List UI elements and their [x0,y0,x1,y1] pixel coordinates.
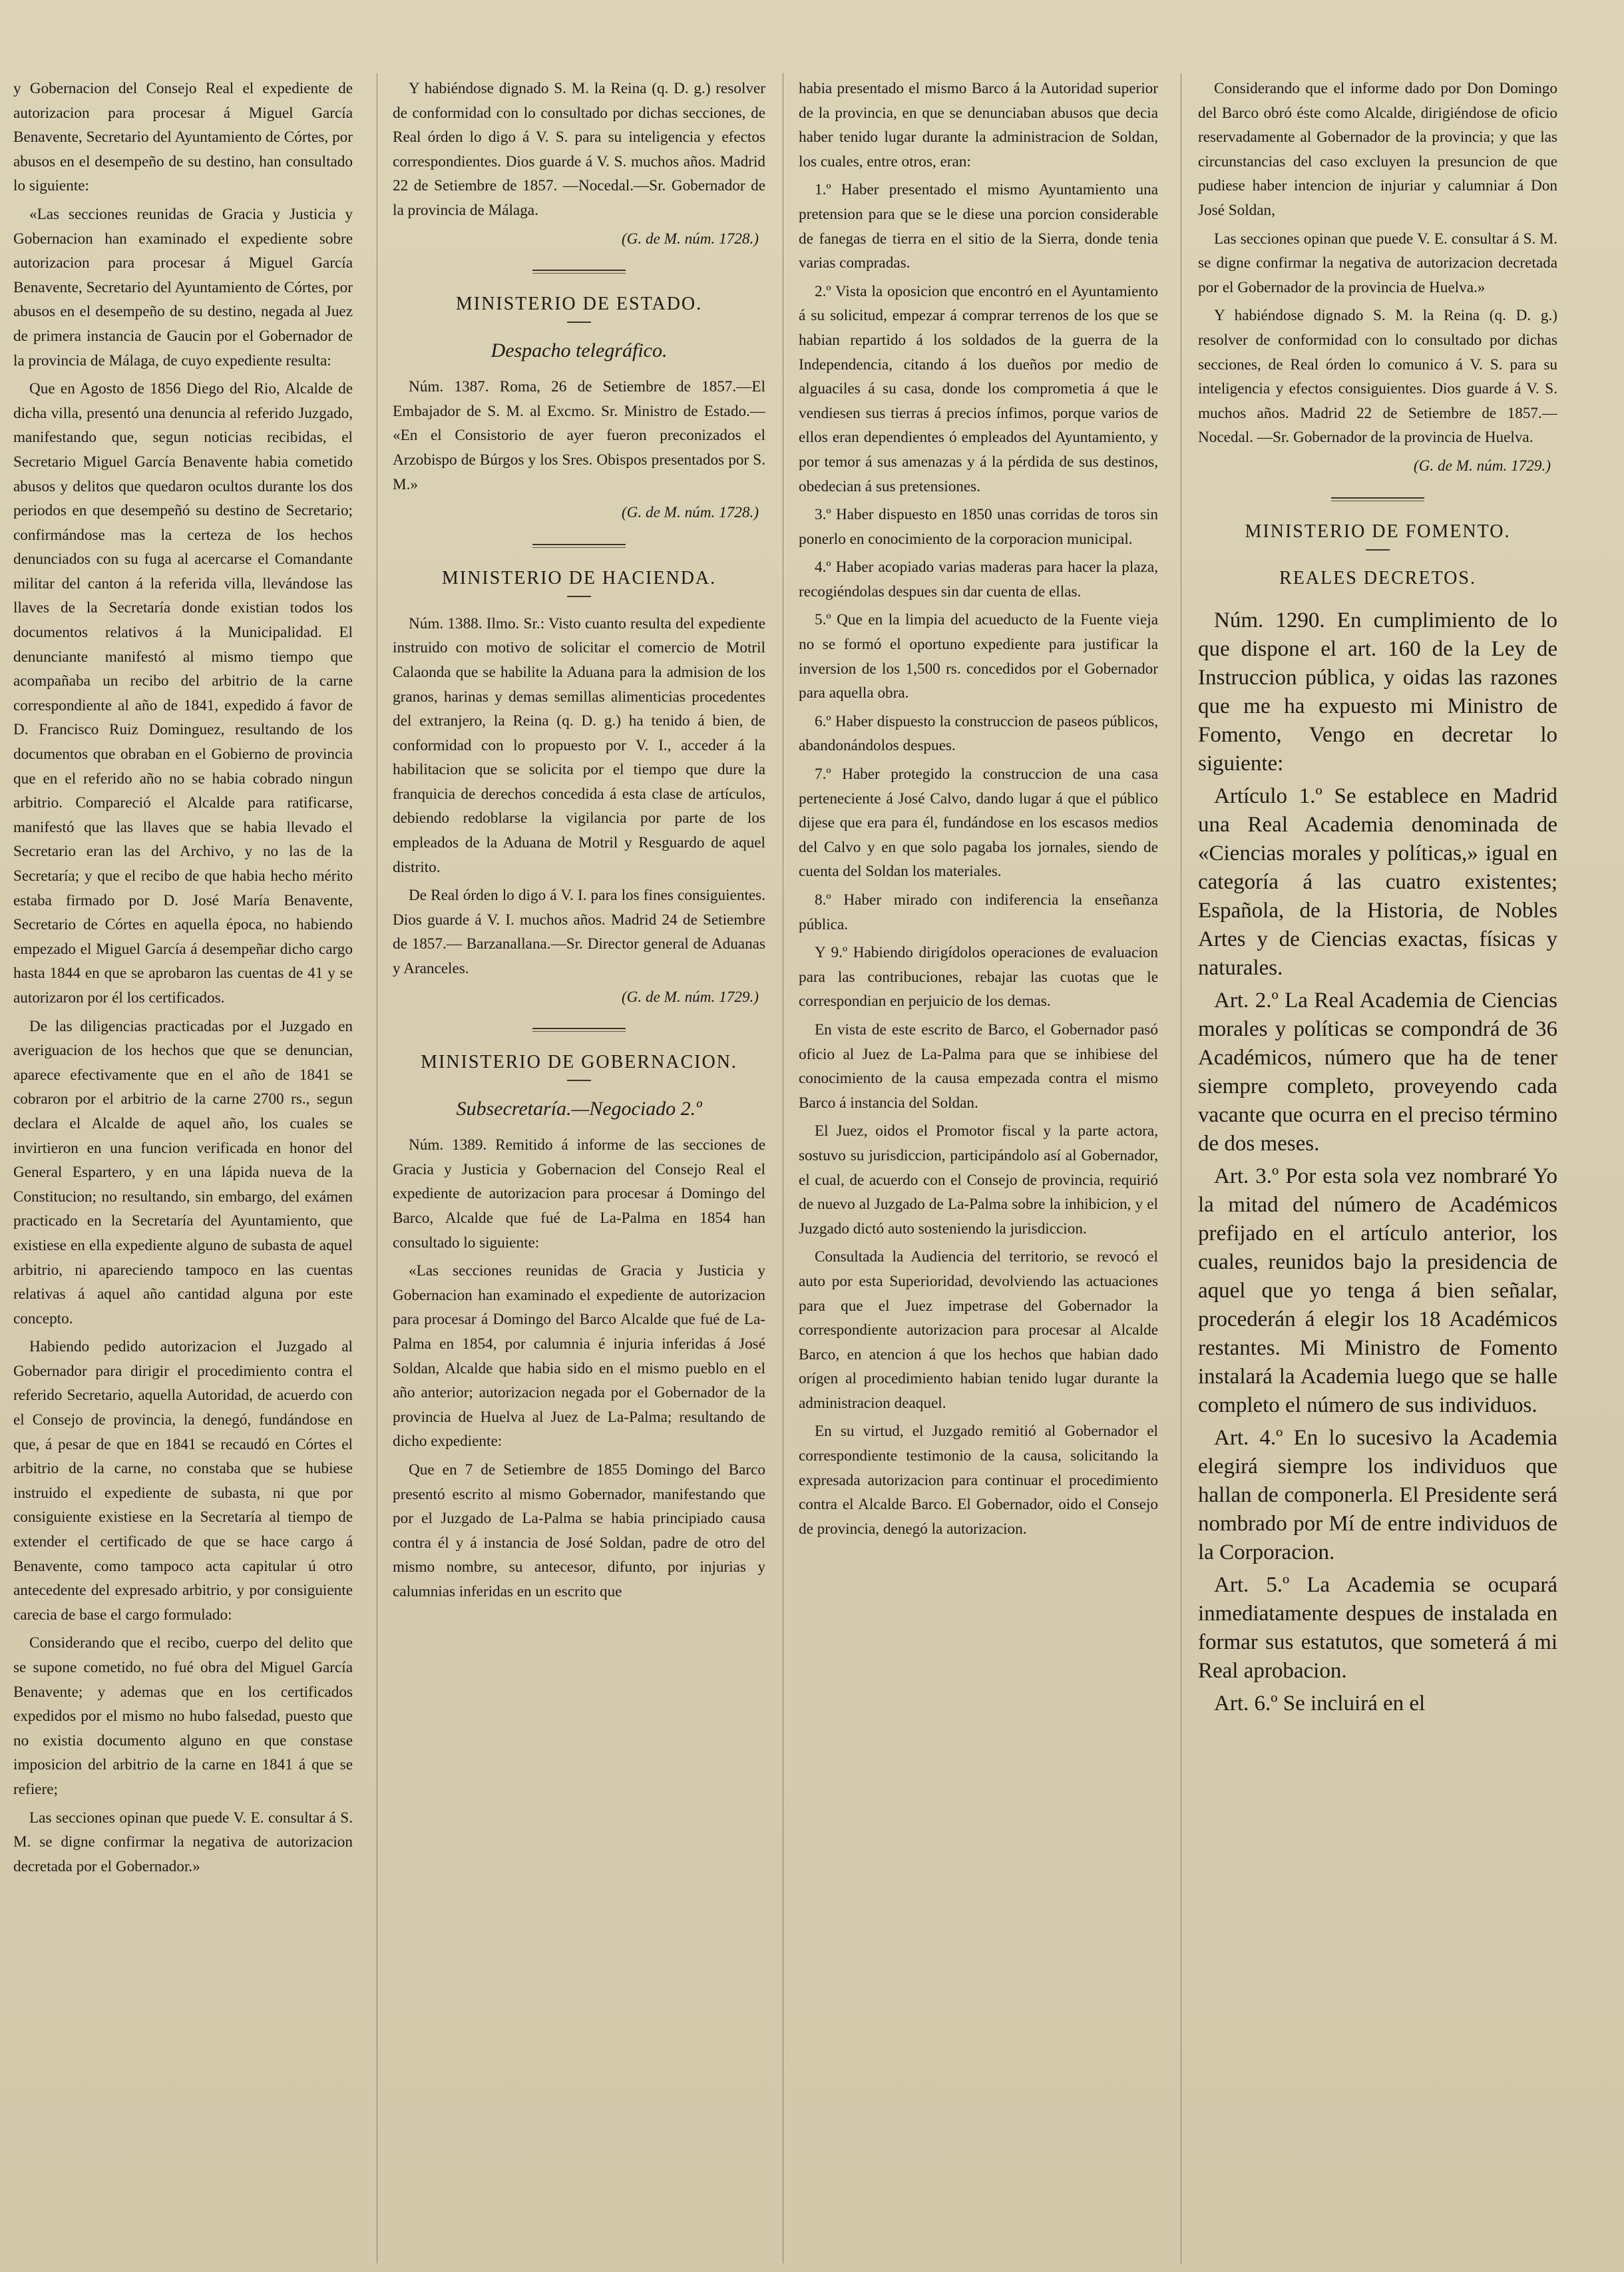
decree-article: Art. 6.º Se incluirá en el [1214,1691,1426,1715]
paragraph: En vista de este escrito de Barco, el Gobernador pasó oficio al Juez de La-Palma para que se inhibiese del conocimiento de la causa empezada contra el mismo Barco á instancia del Soldan. [799,1021,1158,1112]
paragraph: Núm. 1387. Roma, 26 de Setiembre de 1857.—El Embajador de S. M. al Excmo. Sr. Ministro de Estado.— «En el Consistorio de ayer fueron preconizados el Arzobispo de Búrgos y los Sres. Obispos presentados por S. M.» [393,378,765,493]
paragraph: Núm. 1388. Ilmo. Sr.: Visto cuanto resulta del expediente instruido con motivo de solicitar el comercio de Motril Calaonda que se habilite la Aduana para la admision de los granos, harinas y demas semillas alimenticias procedentes del extranjero, la Reina (q. D. g.) ha tenido á bien, de conformidad con lo propuesto por V. I., acceder á la habilitacion que se solicita por el tiempo que dure la franquicia de derechos concedida á esta clase de artículos, debiendo redoblarse la vigilancia por parte de los empleados de la Aduana de Motril y Resguardo de aquel distrito. [393,614,765,876]
paragraph: Que en 7 de Setiembre de 1855 Domingo del Barco presentó escrito al mismo Gobernador, manifestando que por el Juzgado de La-Palma se habia principiado causa contra él y á instancia de José Soldan, padre de otro del mismo nombre, su antecesor, difunto, por injurias y calumnias inferidas en un escrito que [393,1461,765,1600]
section-separator [532,270,626,274]
gazette-reference: (G. de M. núm. 1729.) [1413,457,1551,475]
paragraph: Las secciones opinan que puede V. E. consultar á S. M. se digne confirmar la negativa de autorizacion decretada por el Gobernador de la provincia de Huelva.» [1198,230,1557,296]
gazette-reference: (G. de M. núm. 1728.) [621,504,759,522]
list-item: 8.º Haber mirado con indiferencia la enseñanza pública. [799,891,1158,933]
heading-dash [567,596,591,597]
list-item: 5.º Que en la limpia del acueducto de la Fuente vieja no se formó el oportuno expediente para justificar la inversion de los 1,500 rs. concedidos por el Gobernador para aquella obra. [799,611,1158,702]
paragraph: De las diligencias practicadas por el Juzgado en averiguacion de los hechos que que se denuncian, aparece efectivamente que en el año de 1841 se cobraron por el arbitrio de la carne 2700 rs., segun declara el Alcalde de aquel año, los cuales se invirtieron en una funcion verificada en honor del General Espartero, y en una lápida nueva de la Constitucion; no resultando, sin embargo, del exámen practicado en la Secretaría del Ayuntamiento, que existiese en ella expediente alguno de subasta de aquel arbitrio, ni apareciendo tampoco en las cuentas relativas á aquel año cantidad alguna por este concepto. [13,1017,353,1327]
heading-dash [567,322,591,323]
paragraph: Las secciones opinan que puede V. E. consultar á S. M. se digne confirmar la negativa de autorizacion decretada por el Gobernador.» [13,1809,353,1875]
decree-article: Artículo 1.º Se establece en Madrid una Real Academia denominada de «Ciencias morales y políticas,» igual en categoría á las cuatro existentes; Española, de la Historia, de Nobles Artes y de Ciencias exactas, físicas y naturales. [1198,784,1557,980]
list-item: 2.º Vista la oposicion que encontró en el Ayuntamiento á su solicitud, empezar á comprar terrenos de los que se habian repartido á los soldados de la guerra de la Independencia, citando á los dueños por medio de alguaciles á su casa, donde los comprometia á que le vendiesen sus tierras á precios ínfimos, porque varios de ellos eran dependientes ó empleados del Ayuntamiento, y por temor á sus amenazas y á la pérdida de sus destinos, obedecian á sus pretensiones. [799,282,1158,495]
section-heading: MINISTERIO DE ESTADO. [455,294,703,315]
section-separator [1331,497,1424,501]
list-item: Y 9.º Habiendo dirigídolos operaciones de evaluacion para las contribuciones, rebajar las cuotas que le correspondian en perjuicio de los demas. [799,944,1158,1011]
gazette-reference: (G. de M. núm. 1729.) [621,988,759,1006]
paragraph: y Gobernacion del Consejo Real el expediente de autorizacion para procesar á Miguel García Benavente, Secretario del Ayuntamiento de Córtes, por abusos en el desempeño de su destino, han consultado lo siguiente: [13,80,353,195]
column-2 [393,77,765,2260]
gazette-reference: (G. de M. núm. 1728.) [621,230,759,248]
list-item: 4.º Haber acopiado varias maderas para hacer la plaza, recogiéndolas despues sin dar cuenta de ellas. [799,559,1158,600]
section-heading: MINISTERIO DE GOBERNACION. [421,1052,737,1073]
paragraph: habia presentado el mismo Barco á la Autoridad superior de la provincia, en que se denunciaban abusos que decia haber tenido lugar durante la administracion de Soldan, los cuales, entre otros, eran: [799,80,1158,170]
heading-dash [567,1080,591,1081]
heading-dash [1366,549,1390,551]
paragraph: Núm. 1389. Remitido á informe de las secciones de Gracia y Justicia y Gobernacion del Consejo Real el expediente de autorizacion para procesar á Domingo del Barco, Alcalde que fué de La-Palma en 1854 han consultado lo siguiente: [393,1136,765,1251]
paragraph: «Las secciones reunidas de Gracia y Justicia y Gobernacion han examinado el expediente sobre autorizacion para procesar á Miguel García Benavente, Secretario del Ayuntamiento de Córtes, por abusos en el desempeño de su destino, negada al Juez de primera instancia de Gaucin por el Gobernador de la provincia de Málaga, de cuyo expediente resulta: [13,205,353,369]
section-subheading: Despacho telegráfico. [491,340,668,362]
paragraph: Que en Agosto de 1856 Diego del Rio, Alcalde de dicha villa, presentó una denuncia al referido Juzgado, manifestando que, segun noticias recibidas, el Secretario Miguel García Benavente habia cometido abusos y delitos que quedaron ocultos durante los dos periodos en que desempeñó su destino de Secretario; confirmándose mas la certeza de los hechos denunciados con su fuga al acercarse el Comandante militar del canton á la referida villa, llevándose las llaves de la Secretaría donde existian todos los documentos relativos á la Municipalidad. El denunciante manifestó al mismo tiempo que acompañaba un recibo del arbitrio de la carne correspondiente al año de 1841, expedido á favor de D. Francisco Ruiz Dominguez, resultando de los documentos que obraban en el Gobierno de provincia que en el referido año no se habia cobrado ningun arbitrio. Compareció el Alcalde para ratificarse, manifestó que las llaves que se habia llevado el Secretario eran las del Archivo, y no las de la Secretaría; y que el recibo de que habia hecho mérito estaba firmado por D. José María Benavente, Secretario de Córtes en aquella época, no habiendo empezado el Miguel García á desempeñar dicho cargo hasta 1844 en que se aprobaron las cuentas de 41 y se autorizaron por él los certificados. [13,380,353,1007]
paragraph: Consultada la Audiencia del territorio, se revocó el auto por esta Superioridad, devolviendo las actuaciones para que el Juez impetrase del Gobernador la correspondiente autorizacion para procesar al Alcalde Barco, en atencion á que los hechos que habian dado orígen al procedimiento habian tenido lugar durante la administracion deaquel. [799,1248,1158,1412]
paragraph: Considerando que el informe dado por Don Domingo del Barco obró éste como Alcalde, dirigiéndose de oficio reservadamente al Gobernador de la provincia; y que las circunstancias del caso excluyen la presuncion de que pudiese haber intencion de injuriar y calumniar á Don José Soldan, [1198,80,1557,219]
column-1 [13,77,353,2260]
paragraph: Habiendo pedido autorizacion el Juzgado al Gobernador para dirigir el procedimiento contra el referido Secretario, aquella Autoridad, de acuerdo con el Consejo de provincia, la denegó, fundándose en que, á pesar de que en 1841 se recaudó en Córtes el arbitrio de la carne, no constaba que se hubiese instruido el expediente de subasta, ni que por consiguiente existiese en la Secretaría al tiempo de extender el certificado de que se hace cargo á Benavente, como tampoco acta capitular ú otro antecedente del expresado arbitrio, y por consiguiente carecia de base el cargo formulado: [13,1338,353,1624]
paragraph: Y habiéndose dignado S. M. la Reina (q. D. g.) resolver de conformidad con lo consultado por dichas secciones, de Real órden lo comunico á V. S. para su inteligencia y efectos consiguientes. Dios guarde á V. S. muchos años. Madrid 22 de Setiembre de 1857.—Nocedal. —Sr. Gobernador de la provincia de Huelva. [1198,307,1557,447]
section-separator [532,544,626,548]
paragraph: «Las secciones reunidas de Gracia y Justicia y Gobernacion han examinado el expediente de autorizacion para procesar á Domingo del Barco Alcalde que fué de La-Palma en 1854, por calumnia é injuria inferidas á José Soldan, Alcalde que habia sido en el mismo pueblo en el año anterior; autorizacion negada por el Gobernador de la provincia de Huelva al Juez de La-Palma; resultando de dicho expediente: [393,1262,765,1451]
decree-article: Art. 4.º En lo sucesivo la Academia elegirá siempre los individuos que hallan de componerla. El Presidente será nombrado por Mí de entre individuos de la Corporacion. [1198,1425,1557,1564]
decree-paragraph: Núm. 1290. En cumplimiento de lo que dispone el art. 160 de la Ley de Instruccion pública, y oidas las razones que me ha expuesto mi Ministro de Fomento, Vengo en decretar lo siguiente: [1198,608,1557,776]
section-separator [532,1028,626,1032]
section-heading: MINISTERIO DE HACIENDA. [441,567,717,588]
section-subheading: Subsecretaría.—Negociado 2.º [456,1098,702,1120]
section-heading: MINISTERIO DE FOMENTO. [1245,521,1511,542]
royal-decree [1198,606,1557,1718]
column-4 [1198,77,1557,2260]
list-item: 7.º Haber protegido la construccion de una casa perteneciente á José Calvo, dando lugar á que el público dijese que era para él, fundándose en los escasos medios del Calvo y en que solo pagaba los jornales, siendo de cuenta del Soldan los materiales. [799,766,1158,881]
paragraph: Y habiéndose dignado S. M. la Reina (q. D. g.) resolver de conformidad con lo consultado por dichas secciones, de Real órden lo digo á V. S. para su inteligencia y efectos correspondientes. Dios guarde á V. S. muchos años. Madrid 22 de Setiembre de 1857. —Nocedal.—Sr. Gobernador de la provincia de Málaga. [393,80,765,219]
decree-article: Art. 5.º La Academia se ocupará inmediatamente despues de instalada en formar sus estatutos, que someterá á mi Real aprobacion. [1198,1572,1557,1683]
paragraph: El Juez, oidos el Promotor fiscal y la parte actora, sostuvo su jurisdiccion, participándolo así al Gobernador, el cual, de acuerdo con el Consejo de provincia, requirió de nuevo al Juzgado de La-Palma sobre la inhibicion, y el Juzgado dictó auto sosteniendo la jurisdiccion. [799,1122,1158,1238]
section-subheading: REALES DECRETOS. [1279,567,1476,588]
paragraph: En su virtud, el Juzgado remitió al Gobernador el correspondiente testimonio de la causa, solicitando la expresada autorizacion para continuar el procedimiento contra el Alcalde Barco. El Gobernador, oido el Consejo de provincia, denegó la autorizacion. [799,1423,1158,1538]
paragraph: De Real órden lo digo á V. I. para los fines consiguientes. Dios guarde á V. I. muchos años. Madrid 24 de Setiembre de 1857.— Barzanallana.—Sr. Director general de Aduanas y Aranceles. [393,887,765,978]
column-3 [799,77,1158,2260]
decree-article: Art. 3.º Por esta sola vez nombraré Yo la mitad del número de Académicos prefijado en el artículo anterior, los cuales, reunidos bajo la presidencia de aquel que yo tenga á bien señalar, procederán á elegir los 18 Académicos restantes. Mi Ministro de Fomento instalará la Academia luego que se halle completo el número de sus individuos. [1198,1164,1557,1417]
list-item: 6.º Haber dispuesto la construccion de paseos públicos, abandonándolos despues. [799,712,1158,755]
paragraph: Considerando que el recibo, cuerpo del delito que se supone cometido, no fué obra del Miguel García Benavente; y ademas que en los certificados expedidos por el mismo no hubo falsedad, puesto que no existia documento alguno en que constase imposicion del arbitrio de la carne en 1841 á que se refiere; [13,1634,353,1798]
list-item: 1.º Haber presentado el mismo Ayuntamiento una pretension para que se le diese una porcion considerable de fanegas de tierra en el sitio de la Sierra, donde tenia varias compradas. [799,181,1158,272]
decree-article: Art. 2.º La Real Academia de Ciencias morales y políticas se compondrá de 36 Académicos, número que ha de tener siempre completo, proveyendo cada vacante que ocurra en el preciso término de dos meses. [1198,988,1557,1156]
list-item: 3.º Haber dispuesto en 1850 unas corridas de toros sin ponerlo en conocimiento de la corporacion municipal. [799,506,1158,548]
